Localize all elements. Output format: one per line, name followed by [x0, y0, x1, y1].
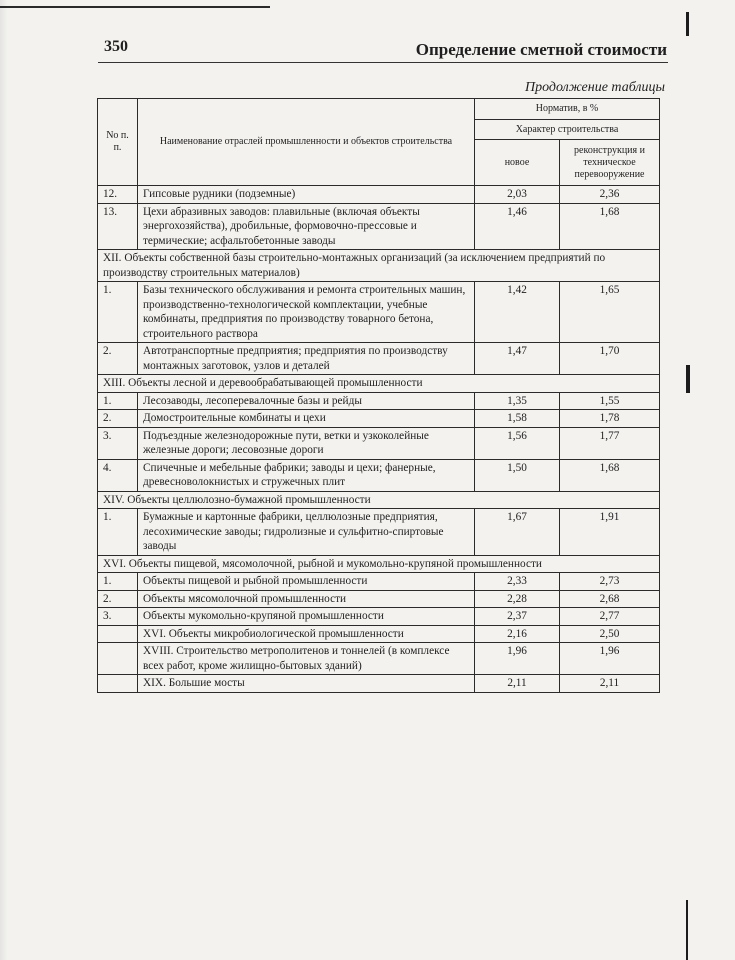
table-body: [98, 186, 660, 693]
norm-new-value: 1,46: [475, 203, 560, 250]
norm-recon-value: 1,70: [560, 343, 660, 375]
norm-new-value: 1,42: [475, 282, 560, 343]
row-name: Объекты мукомольно-крупяной промышленности: [138, 608, 475, 626]
table-row: [98, 343, 660, 375]
row-number: 1.: [98, 392, 138, 410]
norm-new-value: 1,96: [475, 643, 560, 675]
row-name: Объекты мясомолочной промышленности: [138, 590, 475, 608]
header-new: новое: [475, 140, 560, 186]
row-number: 3.: [98, 427, 138, 459]
row-name: Домостроительные комбинаты и цехи: [138, 410, 475, 428]
row-name: Автотранспортные предприятия; предприятия по производству монтажных заготовок, узлов и деталей: [138, 343, 475, 375]
row-name: XVIII. Строительство метрополитенов и тоннелей (в комплексе всех работ, кроме жилищно-бытовых зданий): [138, 643, 475, 675]
header-character: Характер строительства: [475, 120, 660, 140]
section-row: [98, 250, 660, 282]
table-row: [98, 186, 660, 204]
table-row: [98, 410, 660, 428]
norm-recon-value: 2,50: [560, 625, 660, 643]
norm-new-value: 2,28: [475, 590, 560, 608]
norm-recon-value: 1,78: [560, 410, 660, 428]
section-row: [98, 375, 660, 393]
table-row: [98, 509, 660, 556]
norm-new-value: 1,58: [475, 410, 560, 428]
row-name: Лесозаводы, лесоперевалочные базы и рейды: [138, 392, 475, 410]
table-continuation-caption: Продолжение таблицы: [524, 80, 665, 95]
norm-new-value: 2,11: [475, 675, 560, 693]
top-edge-rule: [0, 6, 270, 8]
row-name: XIX. Большие мосты: [138, 675, 475, 693]
row-name: Гипсовые рудники (подземные): [138, 186, 475, 204]
norm-new-value: 2,33: [475, 573, 560, 591]
row-number: [98, 675, 138, 693]
table-row: [98, 427, 660, 459]
table-header: [98, 99, 660, 186]
table-row: [98, 459, 660, 491]
row-name: Объекты пищевой и рыбной промышленности: [138, 573, 475, 591]
norm-recon-value: 2,68: [560, 590, 660, 608]
norms-table: [97, 98, 660, 693]
section-title: XIII. Объекты лесной и деревообрабатывающей промышленности: [98, 375, 660, 393]
table-row: [98, 675, 660, 693]
header-name: Наименование отраслей промышленности и объектов строительства: [138, 99, 475, 186]
norm-new-value: 2,16: [475, 625, 560, 643]
row-number: 1.: [98, 282, 138, 343]
norm-recon-value: 1,55: [560, 392, 660, 410]
row-number: 4.: [98, 459, 138, 491]
norm-new-value: 2,37: [475, 608, 560, 626]
row-name: Базы технического обслуживания и ремонта строительных машин, производственно-технологической комплектации, учебные комбинаты, предприятия по производству товарного бетона, строительного раствора: [138, 282, 475, 343]
row-number: 12.: [98, 186, 138, 204]
section-row: [98, 555, 660, 573]
norm-new-value: 1,56: [475, 427, 560, 459]
header-norm: Норматив, в %: [475, 99, 660, 120]
row-name: Подъездные железнодорожные пути, ветки и узкоколейные железные дороги; лесовозные дороги: [138, 427, 475, 459]
norm-recon-value: 2,36: [560, 186, 660, 204]
norm-new-value: 1,67: [475, 509, 560, 556]
table-row: [98, 392, 660, 410]
header-recon: реконструкция и техническое перевооружение: [560, 140, 660, 186]
row-number: 13.: [98, 203, 138, 250]
norm-new-value: 1,50: [475, 459, 560, 491]
norm-recon-value: 1,96: [560, 643, 660, 675]
scan-edge-mark: [686, 12, 689, 36]
table-row: [98, 573, 660, 591]
row-name: Цехи абразивных заводов: плавильные (включая объекты энергохозяйства), дробильные, формовочно-прессовые и термические; асфальтобетонные заводы: [138, 203, 475, 250]
row-number: 3.: [98, 608, 138, 626]
row-number: 1.: [98, 573, 138, 591]
section-title: XVI. Объекты пищевой, мясомолочной, рыбной и мукомольно-крупяной промышленности: [98, 555, 660, 573]
row-name: XVI. Объекты микробиологической промышленности: [138, 625, 475, 643]
norm-recon-value: 2,73: [560, 573, 660, 591]
table-row: [98, 590, 660, 608]
header-rule: [98, 62, 668, 63]
scan-edge-mark: [686, 900, 688, 960]
section-title: XII. Объекты собственной базы строительно-монтажных организаций (за исключением предприятий по производству строительных материалов): [98, 250, 660, 282]
norm-recon-value: 1,77: [560, 427, 660, 459]
table-row: [98, 643, 660, 675]
row-number: 1.: [98, 509, 138, 556]
section-title: XIV. Объекты целлюлозно-бумажной промышленности: [98, 491, 660, 509]
norm-recon-value: 1,91: [560, 509, 660, 556]
row-name: Бумажные и картонные фабрики, целлюлозные предприятия, лесохимические заводы; гидролизные и сульфитно-спиртовые заводы: [138, 509, 475, 556]
header-no: No п. п.: [98, 99, 138, 186]
table-row: [98, 203, 660, 250]
page-binding-shadow: [0, 0, 8, 960]
section-row: [98, 491, 660, 509]
row-number: 2.: [98, 410, 138, 428]
norm-recon-value: 1,65: [560, 282, 660, 343]
row-number: [98, 643, 138, 675]
row-number: [98, 625, 138, 643]
norm-recon-value: 2,77: [560, 608, 660, 626]
norm-recon-value: 1,68: [560, 203, 660, 250]
scan-edge-mark: [686, 365, 690, 393]
norm-new-value: 1,35: [475, 392, 560, 410]
table-row: [98, 608, 660, 626]
page-number: 350: [104, 38, 128, 55]
table-row: [98, 625, 660, 643]
row-number: 2.: [98, 590, 138, 608]
norm-recon-value: 2,11: [560, 675, 660, 693]
norm-new-value: 1,47: [475, 343, 560, 375]
row-name: Спичечные и мебельные фабрики; заводы и цехи; фанерные, древесноволокнистых и стружечных плит: [138, 459, 475, 491]
norm-new-value: 2,03: [475, 186, 560, 204]
running-head: Определение сметной стоимости: [415, 40, 667, 59]
row-number: 2.: [98, 343, 138, 375]
norm-recon-value: 1,68: [560, 459, 660, 491]
table-row: [98, 282, 660, 343]
